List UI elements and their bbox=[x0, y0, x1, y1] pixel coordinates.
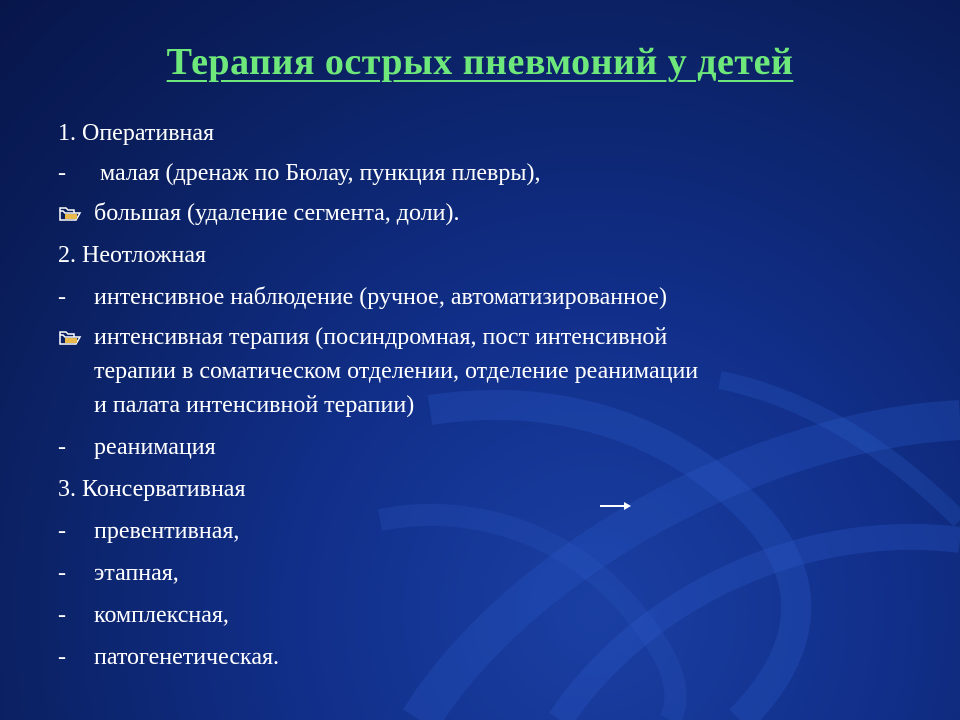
list-item-text: патогенетическая. bbox=[94, 644, 280, 670]
dash-marker: - bbox=[58, 518, 66, 544]
list-item-text: и палата интенсивной терапии) bbox=[94, 392, 415, 418]
dash-marker: - bbox=[58, 160, 66, 186]
list-item-text: комплексная, bbox=[94, 602, 229, 628]
list-item-text: малая (дренаж по Бюлау, пункция плевры), bbox=[100, 160, 541, 186]
list-item-text: большая (удаление сегмента, доли). bbox=[94, 200, 460, 226]
dash-marker: - bbox=[58, 560, 66, 586]
folder-bullet-icon bbox=[58, 322, 88, 352]
dash-marker: - bbox=[58, 284, 66, 310]
section-heading-3: 3. Консервативная bbox=[58, 476, 246, 502]
dash-marker: - bbox=[58, 602, 66, 628]
list-item-text: превентивная, bbox=[94, 518, 240, 544]
list-item-text: этапная, bbox=[94, 560, 179, 586]
section-heading-2: 2. Неотложная bbox=[58, 242, 207, 268]
section-heading-1: 1. Оперативная bbox=[58, 120, 215, 146]
list-item-text: реанимация bbox=[94, 434, 216, 460]
list-item-text: интенсивное наблюдение (ручное, автоматизированное) bbox=[94, 284, 667, 310]
list-item-text: интенсивная терапия (посиндромная, пост интенсивной bbox=[94, 324, 668, 350]
list-item-text: терапии в соматическом отделении, отделение реанимации bbox=[94, 358, 699, 384]
dash-marker: - bbox=[58, 434, 66, 460]
folder-bullet-icon bbox=[58, 198, 88, 228]
slide-title: Терапия острых пневмоний у детей bbox=[166, 41, 794, 83]
arrow-right-icon bbox=[598, 499, 634, 513]
dash-marker: - bbox=[58, 644, 66, 670]
